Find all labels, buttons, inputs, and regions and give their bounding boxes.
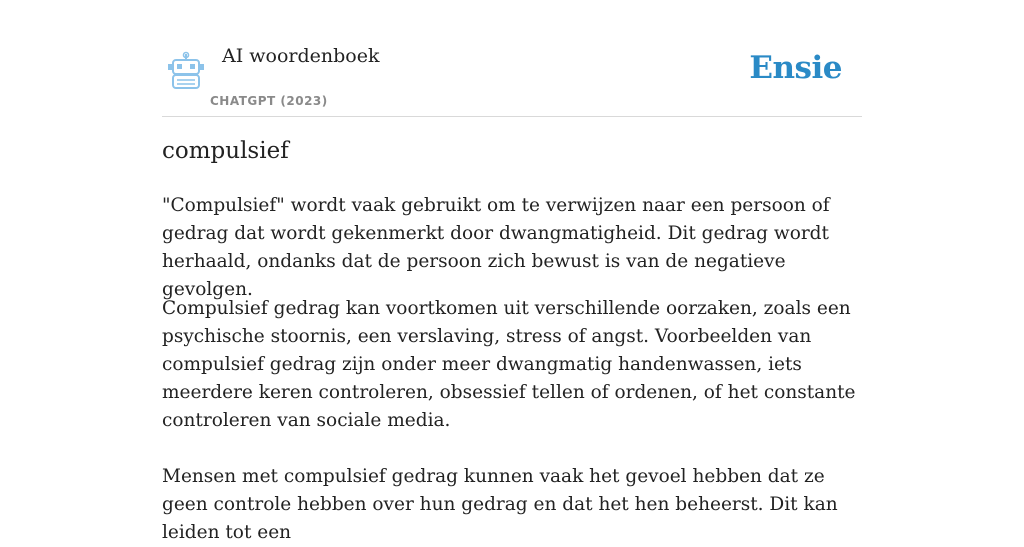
definition-paragraph: "Compulsief" wordt vaak gebruikt om te verwijzen naar een persoon of gedrag dat wordt gekenmerkt door dwangmatigheid. Dit gedrag wordt herhaald, ondanks dat de persoon zich bewust is van de negatieve gevolgen.: [162, 195, 830, 300]
source-subtitle: CHATGPT (2023): [210, 94, 328, 108]
robot-icon: [166, 52, 206, 90]
definition-paragraph: Mensen met compulsief gedrag kunnen vaak het gevoel hebben dat ze geen controle hebben over hun gedrag en dat het hen beheerst. Dit kan leiden tot een: [162, 466, 838, 543]
source-title[interactable]: AI woordenboek: [222, 45, 380, 67]
source-header: [162, 0, 862, 117]
dictionary-page: [162, 0, 862, 543]
entry-term: compulsief: [162, 138, 289, 164]
definition-paragraph: Compulsief gedrag kan voortkomen uit verschillende oorzaken, zoals een psychische stoornis, een verslaving, stress of angst. Voorbeelden van compulsief gedrag zijn onder meer dwangmatig handenwassen, iets meerdere keren controleren, obsessief tellen of ordenen, of het constante controleren van sociale media.: [162, 298, 856, 431]
brand-logo[interactable]: Ensie: [749, 50, 842, 86]
